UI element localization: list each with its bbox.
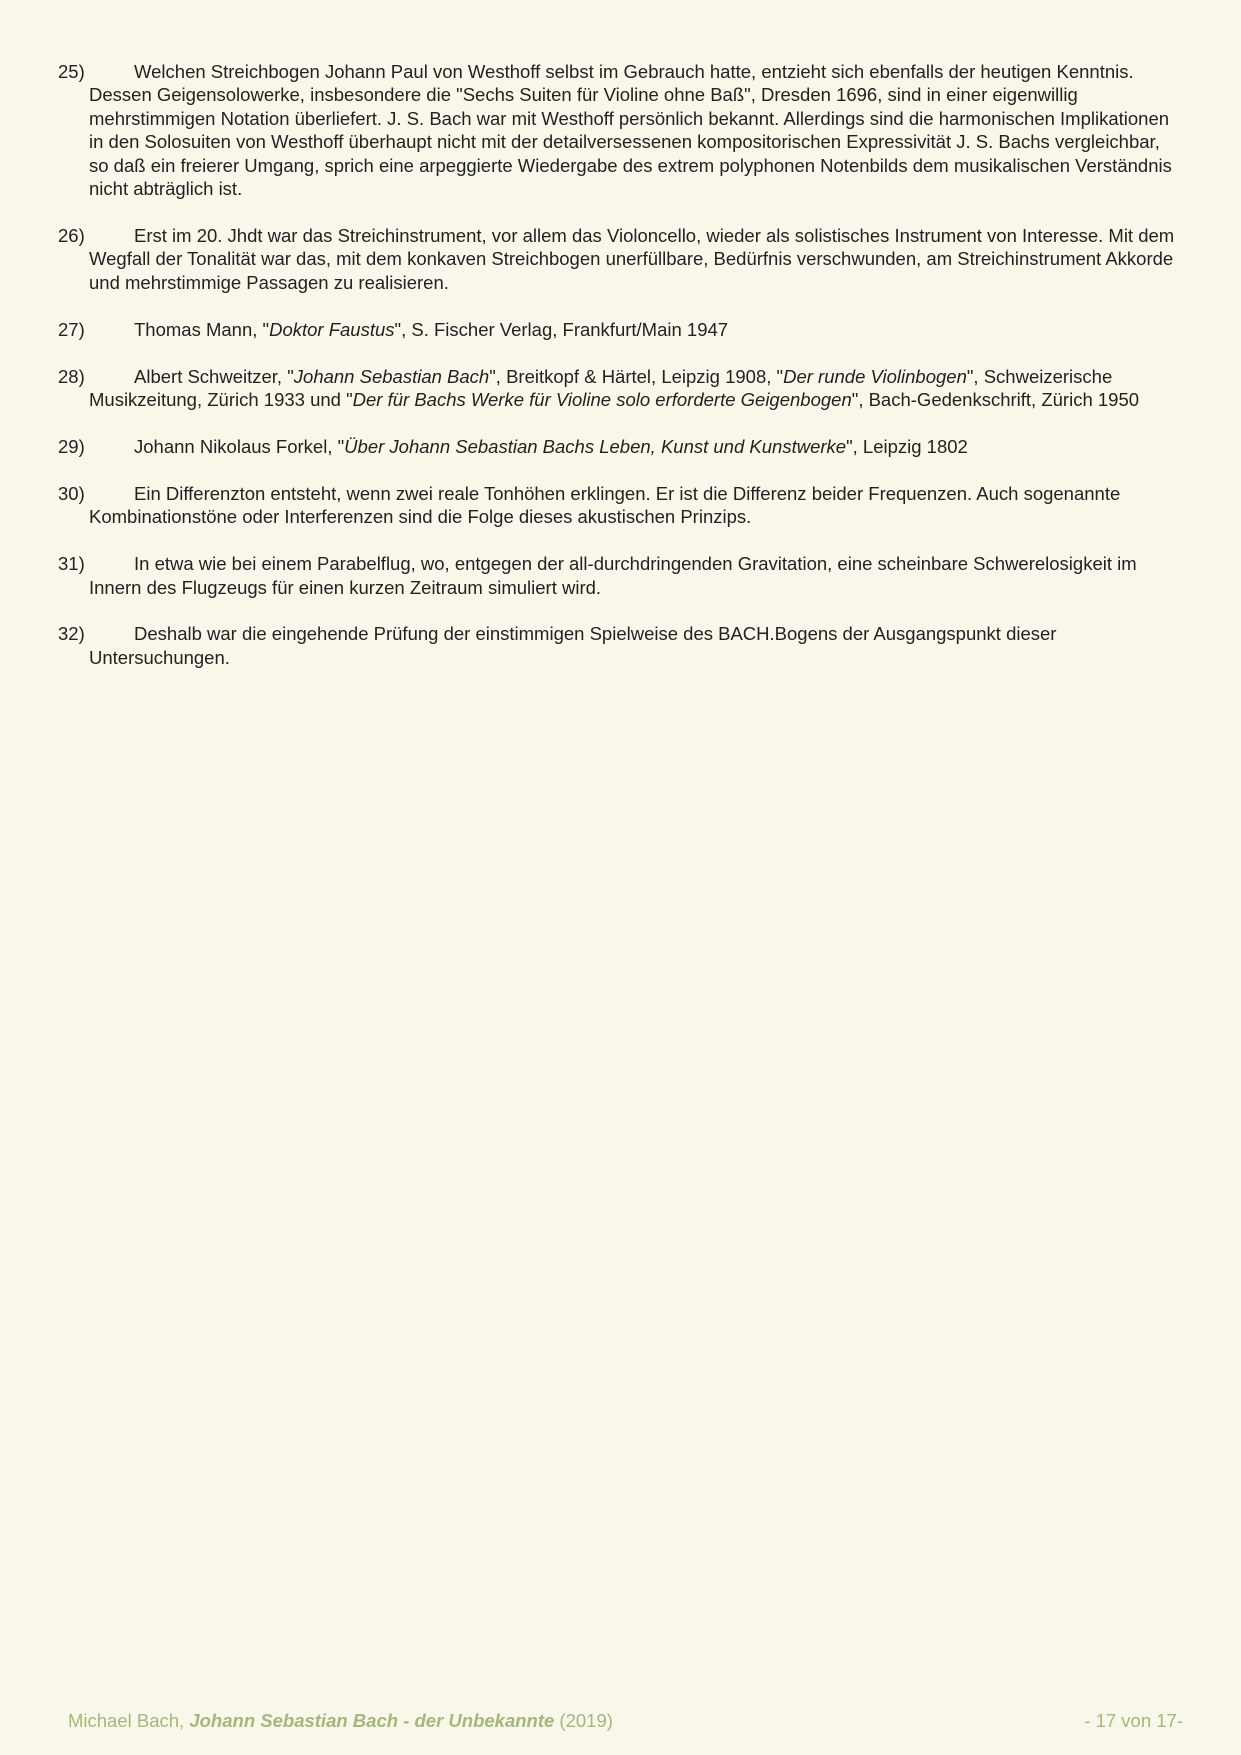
footnote-text: Albert Schweitzer, " [134, 365, 294, 387]
footnote-text: ", S. Fischer Verlag, Frankfurt/Main 1947 [394, 318, 729, 340]
footnote-number: 31) [58, 553, 85, 575]
page-footer [68, 1710, 1183, 1732]
footnote-text: Welchen Streichbogen Johann Paul von Westhoff selbst im Gebrauch hatte, entzieht sich ebenfalls der heutigen Kenntnis. Dessen Geigensolowerke, insbesondere die "Sechs Suiten für Violine ohne Baß", Dresden 1696, sind in einer eigenwillig mehrstimmigen Notation überliefert. J. S. Bach war mit Westhoff persönlich bekannt. Allerdings sind die harmonischen Implikationen in den Solosuiten von Westhoff überhaupt nicht mit der detailversessenen kompositorischen Expressivität J. S. Bachs vergleichbar, so daß ein freierer Umgang, sprich eine arpeggierte Wiedergabe des extrem polyphonen Notenbilds dem musikalischen Verständnis nicht abträglich ist. [89, 61, 1172, 200]
footnote [58, 224, 1183, 294]
page-number: - 17 von 17- [1084, 1710, 1183, 1731]
footnote-number: 27) [58, 318, 85, 340]
footnote-text: ", Breitkopf & Härtel, Leipzig 1908, " [489, 365, 784, 387]
footnote-text: ", Leipzig 1802 [846, 435, 968, 457]
footnote-text: Johann Nikolaus Forkel, " [134, 435, 345, 457]
footnote-title-italic: Der für Bachs Werke für Violine solo erforderte Geigenbogen [352, 388, 852, 410]
footnote-text: Ein Differenzton entsteht, wenn zwei reale Tonhöhen erklingen. Er ist die Differenz beider Frequenzen. Auch sogenannte Kombinationstöne oder Interferenzen sind die Folge dieses akustischen Prinzips. [89, 482, 1121, 528]
footnote-title-italic: Der runde Violinbogen [783, 365, 967, 387]
footer-title: Johann Sebastian Bach - der Unbekannte [189, 1710, 555, 1731]
footnote-text: Erst im 20. Jhdt war das Streichinstrument, vor allem das Violoncello, wieder als solistisches Instrument von Interesse. Mit dem Wegfall der Tonalität war das, mit dem konkaven Streichbogen unerfüllbare, Bedürfnis verschwunden, am Streichinstrument Akkorde und mehrstimmige Passagen zu realisieren. [89, 224, 1175, 293]
footnote-number: 32) [58, 623, 85, 645]
footnote-text: In etwa wie bei einem Parabelflug, wo, entgegen der all-durchdringenden Gravitation, eine scheinbare Schwerelosigkeit im Innern des Flugzeugs für einen kurzen Zeitraum simuliert wird. [89, 553, 1137, 598]
footnote-title-italic: Über Johann Sebastian Bachs Leben, Kunst und Kunstwerke [344, 435, 847, 457]
footnote-title-italic: Doktor Faustus [269, 318, 395, 340]
footer-year: (2019) [554, 1710, 613, 1731]
footnote-text: Thomas Mann, " [134, 318, 270, 340]
footer-author: Michael Bach, [68, 1710, 190, 1731]
footnote [58, 60, 1183, 200]
footnote-number: 30) [58, 482, 85, 504]
footnote-text: ", Bach-Gedenkschrift, Zürich 1950 [851, 388, 1140, 410]
footnote-title-italic: Johann Sebastian Bach [293, 365, 490, 387]
footnote [58, 435, 1183, 458]
footnote-number: 26) [58, 224, 85, 246]
footnote [58, 552, 1183, 599]
footnote-text: Deshalb war die eingehende Prüfung der einstimmigen Spielweise des BACH.Bogens der Ausgangspunkt dieser Untersuchungen. [89, 623, 1057, 668]
footnote-number: 25) [58, 61, 85, 82]
footnotes-list [58, 60, 1183, 693]
footer-citation [68, 1710, 613, 1732]
footnote [58, 318, 1183, 341]
footnote [58, 482, 1183, 529]
footnote [58, 365, 1183, 412]
footnote-number: 28) [58, 365, 85, 387]
footnote [58, 622, 1183, 669]
footnote-text: ", Schweizerische Musikzeitung, Zürich 1933 und " [89, 365, 1113, 410]
footnote-number: 29) [58, 435, 85, 457]
